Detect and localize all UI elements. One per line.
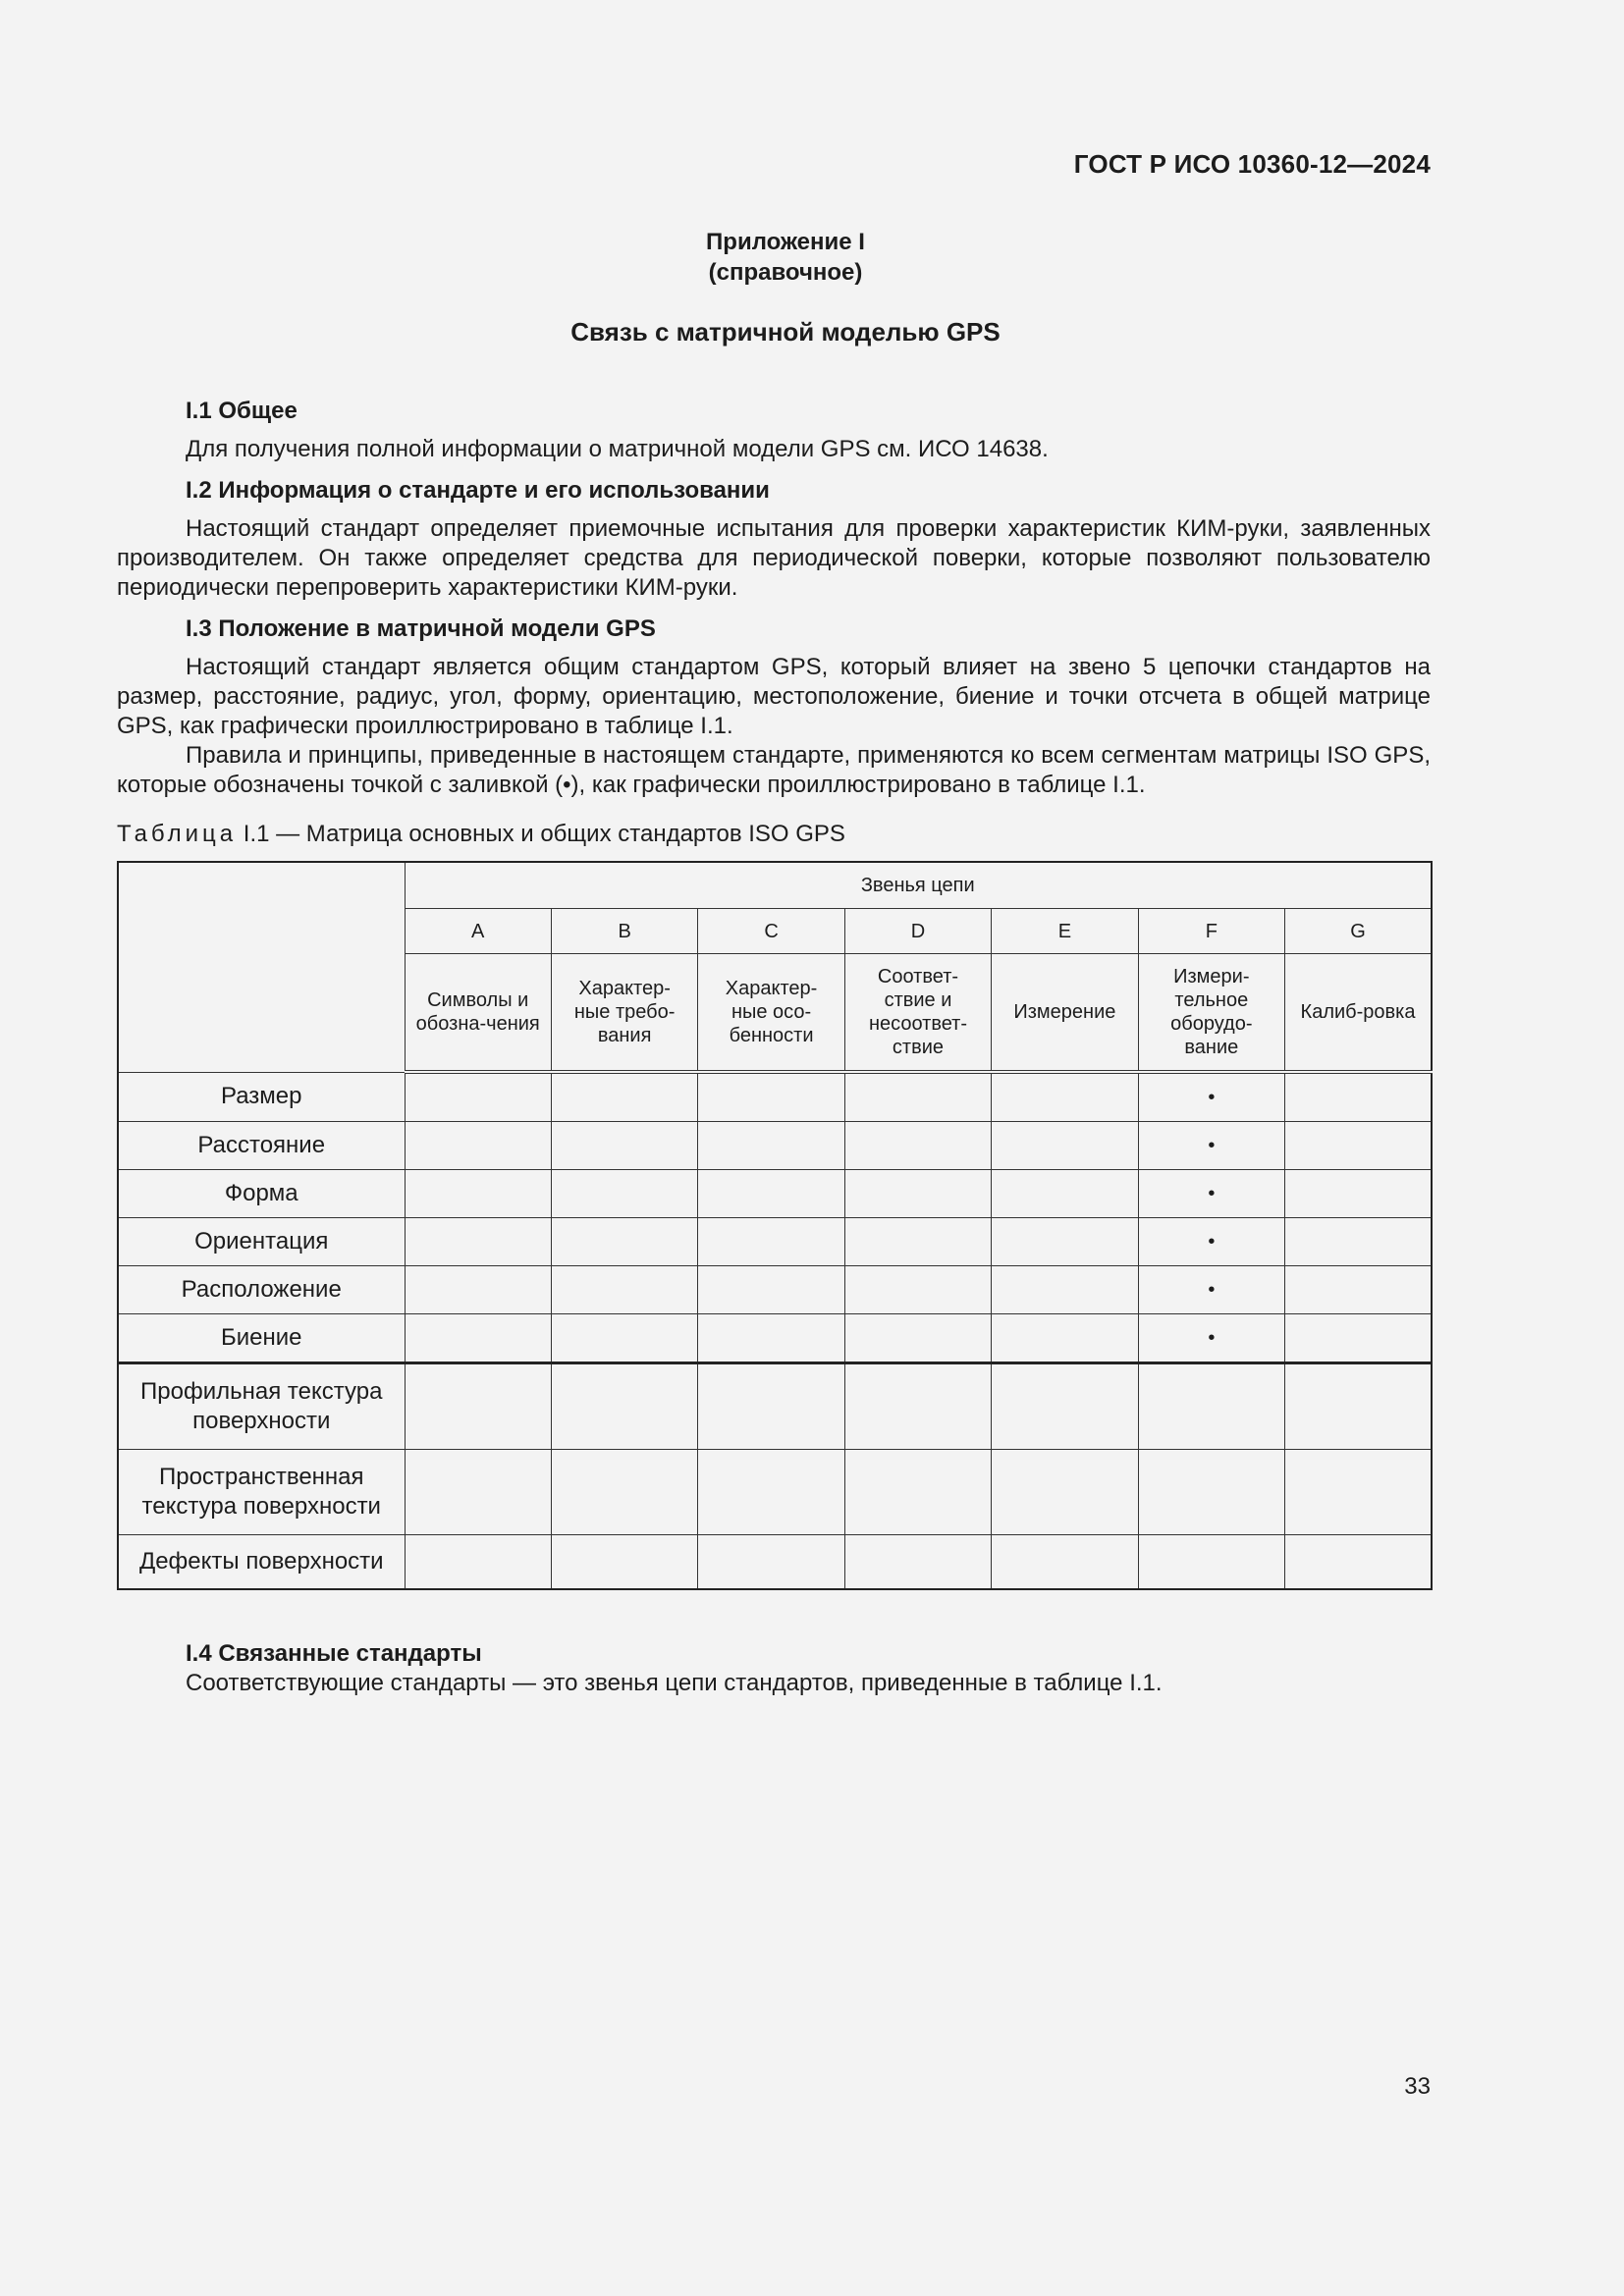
table-row — [118, 1535, 1432, 1590]
matrix-cell — [551, 1363, 697, 1450]
matrix-cell — [992, 1450, 1138, 1535]
matrix-cell — [1285, 1266, 1432, 1314]
table-caption-text: I.1 — Матрица основных и общих стандартов ISO GPS — [243, 821, 845, 847]
matrix-cell — [551, 1266, 697, 1314]
matrix-cell — [992, 1363, 1138, 1450]
main-content — [117, 397, 1431, 1590]
matrix-cell — [1285, 1170, 1432, 1218]
matrix-cell — [405, 1122, 551, 1170]
column-letter: A — [405, 909, 551, 954]
matrix-cell — [405, 1072, 551, 1122]
matrix-cell — [844, 1363, 991, 1450]
matrix-cell — [698, 1122, 844, 1170]
annex-type: (справочное) — [708, 259, 863, 286]
matrix-cell — [844, 1218, 991, 1266]
column-title: Символы и обозна-чения — [405, 954, 551, 1073]
matrix-cell: • — [1138, 1072, 1284, 1122]
matrix-cell — [844, 1170, 991, 1218]
matrix-cell — [1285, 1363, 1432, 1450]
matrix-cell — [844, 1266, 991, 1314]
matrix-cell — [698, 1450, 844, 1535]
matrix-cell — [551, 1218, 697, 1266]
row-label: Дефекты поверхности — [118, 1535, 405, 1590]
matrix-cell — [992, 1072, 1138, 1122]
matrix-cell — [1138, 1363, 1284, 1450]
column-letter: D — [844, 909, 991, 954]
section-3-paragraph-1: Настоящий стандарт является общим стандартом GPS, который влияет на звено 5 цепочки стандартов на размер, расстояние, радиус, угол, форму, ориентацию, местоположение, биение и точки отсчета в общей матрице GPS, как графически проиллюстрировано в таблице I.1. — [117, 654, 1431, 739]
matrix-cell: • — [1138, 1314, 1284, 1363]
table-caption — [117, 820, 1431, 849]
section-heading-2: I.2 Информация о стандарте и его использовании — [186, 477, 770, 504]
matrix-cell — [551, 1450, 697, 1535]
matrix-cell — [698, 1314, 844, 1363]
matrix-cell — [405, 1218, 551, 1266]
annex-subject: Связь с матричной моделью GPS — [570, 317, 1001, 347]
table-row — [118, 1170, 1432, 1218]
matrix-cell — [1285, 1218, 1432, 1266]
matrix-cell — [844, 1122, 991, 1170]
section-2-paragraph: Настоящий стандарт определяет приемочные испытания для проверки характеристик КИМ-руки, заявленных производителем. Он также определяет средства для периодической поверки, которые позволяют пользователю периодически перепроверить характеристики КИМ-руки. — [117, 515, 1431, 601]
gps-matrix-table — [117, 861, 1433, 1590]
column-letter: G — [1285, 909, 1432, 954]
table-row — [118, 1218, 1432, 1266]
matrix-cell: • — [1138, 1122, 1284, 1170]
corner-cell — [118, 862, 405, 1072]
matrix-cell — [405, 1450, 551, 1535]
section-heading-4: I.4 Связанные стандарты — [186, 1640, 482, 1667]
row-label: Биение — [118, 1314, 405, 1363]
matrix-cell — [698, 1218, 844, 1266]
matrix-cell — [1285, 1450, 1432, 1535]
matrix-cell — [844, 1450, 991, 1535]
matrix-cell — [551, 1170, 697, 1218]
row-label: Профильная текстура поверхности — [118, 1363, 405, 1450]
section-4-paragraph: Соответствующие стандарты — это звенья цепи стандартов, приведенные в таблице I.1. — [186, 1670, 1163, 1696]
table-row — [118, 1450, 1432, 1535]
matrix-cell — [992, 1535, 1138, 1590]
row-label: Расположение — [118, 1266, 405, 1314]
column-title: Калиб-ровка — [1285, 954, 1432, 1073]
matrix-cell — [992, 1170, 1138, 1218]
column-title: Характер-ные требо-вания — [551, 954, 697, 1073]
matrix-cell — [844, 1535, 991, 1590]
matrix-cell — [992, 1266, 1138, 1314]
column-letter: F — [1138, 909, 1284, 954]
matrix-cell — [844, 1072, 991, 1122]
matrix-cell — [551, 1122, 697, 1170]
table-row — [118, 1072, 1432, 1122]
related-standards-section — [117, 1639, 1431, 1698]
column-letter: E — [992, 909, 1138, 954]
column-title: Измерение — [992, 954, 1138, 1073]
table-row — [118, 1363, 1432, 1450]
matrix-cell — [405, 1314, 551, 1363]
matrix-cell — [698, 1535, 844, 1590]
matrix-cell: • — [1138, 1170, 1284, 1218]
document-code: ГОСТ Р ИСО 10360-12—2024 — [1073, 149, 1431, 179]
matrix-cell — [992, 1314, 1138, 1363]
column-title: Характер-ные осо-бенности — [698, 954, 844, 1073]
table-row — [118, 1122, 1432, 1170]
column-letter: B — [551, 909, 697, 954]
section-heading-3: I.3 Положение в матричной модели GPS — [186, 615, 656, 642]
matrix-cell — [405, 1170, 551, 1218]
row-label: Форма — [118, 1170, 405, 1218]
matrix-cell — [698, 1170, 844, 1218]
matrix-cell — [405, 1535, 551, 1590]
annex-title: Приложение I — [706, 229, 865, 255]
matrix-cell: • — [1138, 1218, 1284, 1266]
matrix-cell — [992, 1122, 1138, 1170]
matrix-cell — [1285, 1314, 1432, 1363]
annex-heading — [0, 227, 1571, 288]
table-row — [118, 1266, 1432, 1314]
matrix-cell — [551, 1535, 697, 1590]
chain-links-header: Звенья цепи — [405, 862, 1432, 909]
matrix-cell — [405, 1363, 551, 1450]
row-label: Расстояние — [118, 1122, 405, 1170]
row-label: Ориентация — [118, 1218, 405, 1266]
table-caption-label: Таблица — [117, 821, 238, 847]
matrix-cell — [1285, 1072, 1432, 1122]
matrix-cell — [1285, 1122, 1432, 1170]
matrix-cell — [1138, 1450, 1284, 1535]
column-title: Измери-тельное оборудо-вание — [1138, 954, 1284, 1073]
matrix-cell — [405, 1266, 551, 1314]
section-1-paragraph: Для получения полной информации о матричной модели GPS см. ИСО 14638. — [186, 436, 1049, 462]
matrix-cell — [1285, 1535, 1432, 1590]
matrix-cell — [1138, 1535, 1284, 1590]
matrix-cell — [844, 1314, 991, 1363]
row-label: Пространственная текстура поверхности — [118, 1450, 405, 1535]
matrix-cell — [992, 1218, 1138, 1266]
matrix-cell — [551, 1072, 697, 1122]
table-row — [118, 1314, 1432, 1363]
matrix-cell — [698, 1363, 844, 1450]
column-letter: C — [698, 909, 844, 954]
column-title: Соответ-ствие и несоответ-ствие — [844, 954, 991, 1073]
matrix-cell — [551, 1314, 697, 1363]
matrix-cell — [698, 1072, 844, 1122]
matrix-cell — [698, 1266, 844, 1314]
page-number: 33 — [1404, 2073, 1431, 2100]
matrix-cell: • — [1138, 1266, 1284, 1314]
section-heading-1: I.1 Общее — [186, 398, 298, 424]
row-label: Размер — [118, 1072, 405, 1122]
section-3-paragraph-2: Правила и принципы, приведенные в настоящем стандарте, применяются ко всем сегментам матрицы ISO GPS, которые обозначены точкой с заливкой (•), как графически проиллюстрировано в таблице I.1. — [117, 742, 1431, 798]
